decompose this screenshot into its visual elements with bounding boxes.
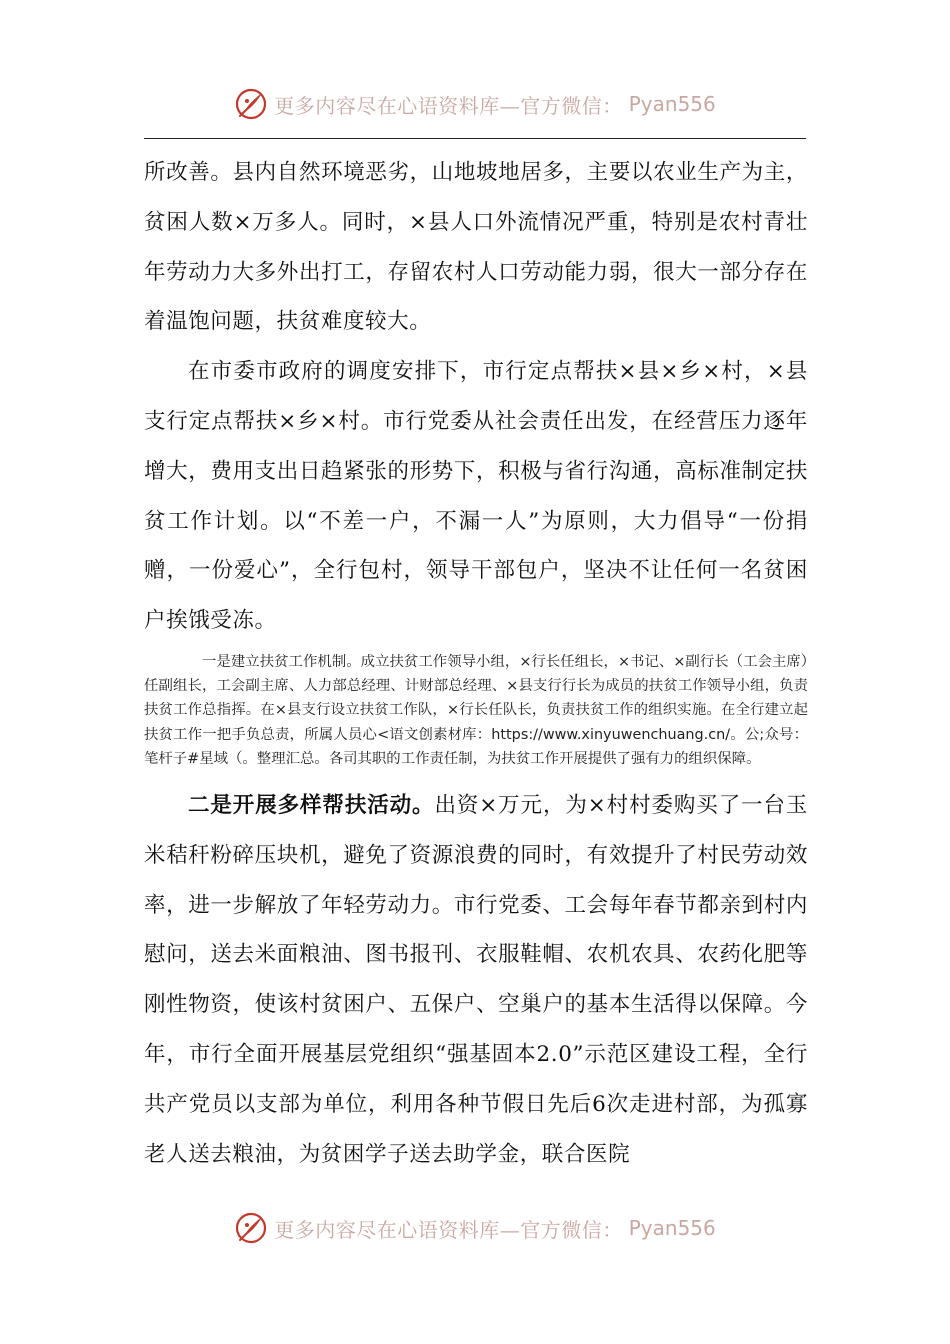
quill-logo-icon (234, 87, 268, 121)
footer-banner-text: 更多内容尽在心语资料库—官方微信： (274, 1217, 623, 1242)
header-divider (144, 138, 806, 139)
header-banner-handle: Pyan556 (628, 92, 716, 116)
paragraph-assistance-body: 出资×万元，为×村村委购买了一台玉米秸秆粉碎压块机，避免了资源浪费的同时，有效提升了村民劳动效率，进一步解放了年轻劳动力。市行党委、工会每年春节都亲到村内慰问，送去米面粮油、图书报刊、衣服鞋帽、农机农具、农药化肥等刚性物资，使该村贫困户、五保户、空巢户的基本生活得以保障。今年，市行全面开展基层党组织“强基固本2.0”示范区建设工程，全行共产党员以支部为单位，利用各种节假日先后6次走进村部，为孤寡老人送去粮油，为贫困学子送去助学金，联合医院 (144, 792, 809, 1167)
paragraph-county-situation: 所改善。县内自然环境恶劣，山地坡地居多，主要以农业生产为主，贫困人数×万多人。同时，×县人口外流情况严重，特别是农村青壮年劳动力大多外出打工，存留农村人口劳动能力弱，很大一部分存在着温饱问题，扶贫难度较大。 (144, 160, 808, 335)
footer-banner-handle: Pyan556 (628, 1216, 716, 1240)
document-body (144, 148, 808, 1179)
footer-banner-content (234, 1211, 716, 1245)
footer-banner (0, 1208, 950, 1248)
header-banner-content (234, 87, 716, 121)
quill-logo-icon (234, 1211, 268, 1245)
paragraph-assistance-activities (144, 781, 808, 1179)
paragraph-poverty-assignment: 在市委市政府的调度安排下，市行定点帮扶×县×乡×村，×县支行定点帮扶×乡×村。市行党委从社会责任出发，在经营压力逐年增大，费用支出日趋紧张的形势下，积极与省行沟通，高标准制定扶贫工作计划。以“不差一户，不漏一人”为原则，大力倡导“一份捐赠，一份爱心”，全行包村，领导干部包户，坚决不让任何一名贫困户挨饿受冻。 (144, 359, 808, 634)
paragraph-work-mechanism: 一是建立扶贫工作机制。成立扶贫工作领导小组，×行长任组长，×书记、×副行长（工会主席）任副组长，工会副主席、人力部总经理、计财部总经理、×县支行行长为成员的扶贫工作领导小组，负责扶贫工作总指挥。在×县支行设立扶贫工作队，×行长任队长，负责扶贫工作的组织实施。在全行建立起扶贫工作一把手负总责，所属人员心<语文创素材库：https://www.xinyuwenchuang.cn/。公;众号：笔杆子#星域（。整理汇总。各司其职的工作责任制，为扶贫工作开展提供了强有力的组织保障。 (144, 653, 808, 767)
paragraph-assistance-heading: 二是开展多样帮扶活动。 (188, 792, 435, 818)
header-banner-text: 更多内容尽在心语资料库—官方微信： (274, 93, 623, 118)
header-banner (0, 84, 950, 124)
